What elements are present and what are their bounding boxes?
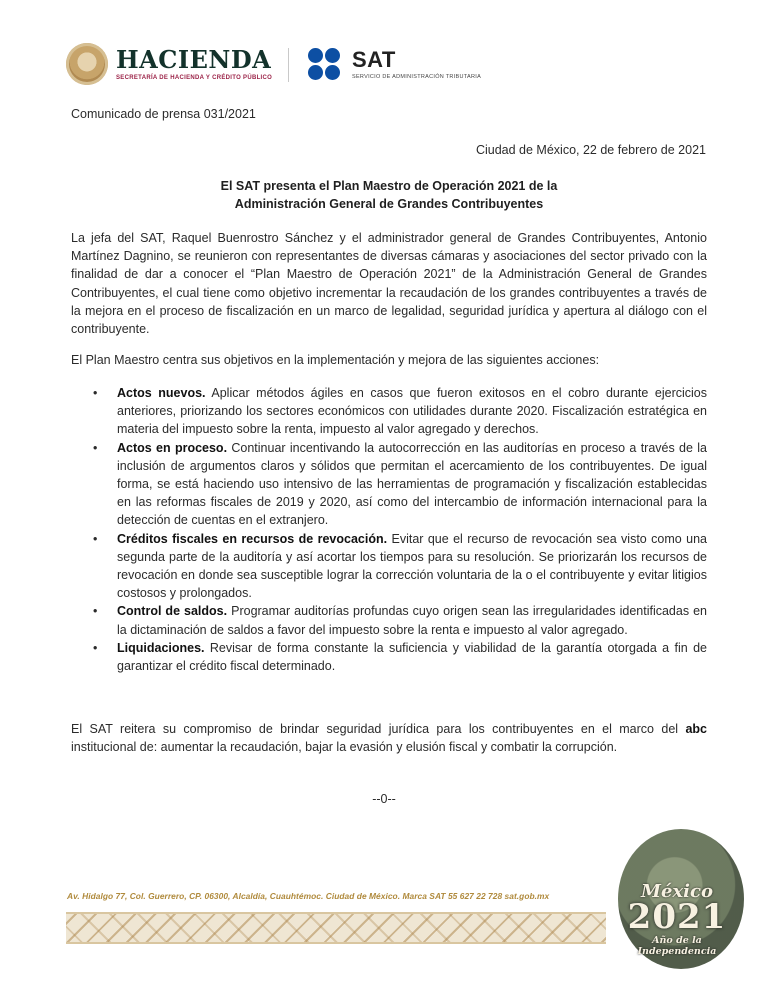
emblem-subtitle-line-1: Año de la — [652, 935, 702, 946]
emblem-mexico-text: México — [641, 881, 713, 902]
list-item-text: Programar auditorías profundas cuyo origen sean las irregularidades identificadas en la dictaminación de saldos a favor del impuesto sobre la renta e impuesto al valor agregado. — [117, 604, 707, 637]
sat-logo-subtitle: SERVICIO DE ADMINISTRACIÓN TRIBUTARIA — [352, 73, 482, 80]
press-release-number: Comunicado de prensa 031/2021 — [71, 107, 256, 121]
end-mark: --0-- — [372, 792, 396, 806]
closing-text-start: El SAT reitera su compromiso de brindar seguridad jurídica para los contribuyentes en el marco del — [71, 722, 686, 736]
paragraph-closing — [71, 720, 707, 756]
bullet-icon: • — [93, 440, 98, 455]
logo-divider — [288, 48, 289, 82]
list-item — [71, 602, 707, 638]
sat-logo-title: SAT — [352, 46, 396, 72]
emblem-year-text: 2021 — [627, 897, 727, 937]
sat-logo — [308, 44, 481, 84]
list-item-title: Liquidaciones. — [117, 640, 205, 655]
emblem-subtitle — [606, 935, 748, 957]
list-item — [71, 530, 707, 603]
list-item — [71, 439, 707, 530]
headline-line-1: El SAT presenta el Plan Maestro de Operación 2021 de la — [220, 179, 558, 193]
bullet-icon: • — [93, 640, 98, 655]
hacienda-logo-subtitle: SECRETARÍA DE HACIENDA Y CRÉDITO PÚBLICO — [116, 75, 273, 81]
actions-list — [71, 384, 707, 675]
list-item-text: Revisar de forma constante la suficiencia y viabilidad de la garantía otorgada a fin de garantizar el crédito fiscal determinado. — [117, 640, 707, 674]
list-item — [71, 384, 707, 439]
list-item-text: Continuar incentivando la autocorrección en las auditorías en proceso a través de la inclusión de argumentos claros y sólidos que permitan el acercamiento de los contribuyentes. De igual forma, se está haciendo uso intensivo de las herramientas de programación y fiscalización establecidas en las reformas fiscales de 2019 y 2020, así como del intercambio de información internacional para la detección de cuentas en el extranjero. — [117, 440, 707, 528]
paragraph-intro: La jefa del SAT, Raquel Buenrostro Sánchez y el administrador general de Grandes Contribuyentes, Antonio Martínez Dagnino, se reunieron con representantes de diversas cámaras y asociaciones del sector privado con la finalidad de dar a conocer el “Plan Maestro de Operación 2021” de la Administración General de Grandes Contribuyentes, el cual tiene como objetivo incrementar la recaudación de los grandes contribuyentes a través de la mejora en el proceso de fiscalización en un marco de legalidad, seguridad jurídica y apertura al diálogo con el contribuyente. — [71, 231, 707, 337]
bullet-icon: • — [93, 386, 98, 400]
paragraph-objectives: El Plan Maestro centra sus objetivos en la implementación y mejora de las siguientes acciones: — [71, 353, 600, 367]
bullet-icon: • — [93, 531, 98, 546]
headline-line-2: Administración General de Grandes Contribuyentes — [234, 197, 544, 211]
emblem-subtitle-line-2: Independencia — [637, 946, 717, 957]
list-item-title: Créditos fiscales en recursos de revocación. — [117, 531, 388, 546]
list-item-title: Actos nuevos. — [117, 386, 206, 400]
list-item-text: Evitar que el recurso de revocación sea visto como una segunda parte de la auditoría y así acortar los tiempos para su resolución. Se priorizarán los recursos de revocación en donde sea susceptible lograr la corrección voluntaria de la o el contribuyente y evitar litigios costosos y prolongados. — [117, 531, 707, 601]
list-item-title: Actos en proceso. — [117, 440, 228, 455]
footer-decorative-band — [66, 912, 606, 944]
closing-text-end: institucional de: aumentar la recaudación, bajar la evasión y elusión fiscal y combatir la corrupción. — [71, 740, 618, 755]
footer-address: Av. Hidalgo 77, Col. Guerrero, CP. 06300, Alcaldía, Cuauhtémoc. Ciudad de México. Marca SAT 55 627 22 728 sat.gob.mx — [67, 891, 550, 901]
headline — [71, 177, 707, 213]
sat-dots-icon — [308, 46, 346, 82]
list-item-title: Control de saldos. — [117, 604, 228, 619]
hacienda-logo — [66, 42, 272, 86]
bullet-icon: • — [93, 604, 98, 619]
list-item — [71, 639, 707, 675]
national-seal-icon — [66, 43, 108, 85]
hacienda-logo-title: HACIENDA — [116, 45, 272, 74]
press-release-date: Ciudad de México, 22 de febrero de 2021 — [475, 143, 706, 157]
closing-text-bold: abc — [685, 722, 707, 736]
mexico-2021-emblem — [606, 823, 748, 973]
list-item-text: Aplicar métodos ágiles en casos que fueron exitosos en el cobro durante ejercicios anteriores, priorizando los sectores económicos con utilidades durante 2020. Fiscalización estratégica en materia del impuesto sobre la renta, impuesto al valor agregado y derechos. — [117, 386, 707, 437]
